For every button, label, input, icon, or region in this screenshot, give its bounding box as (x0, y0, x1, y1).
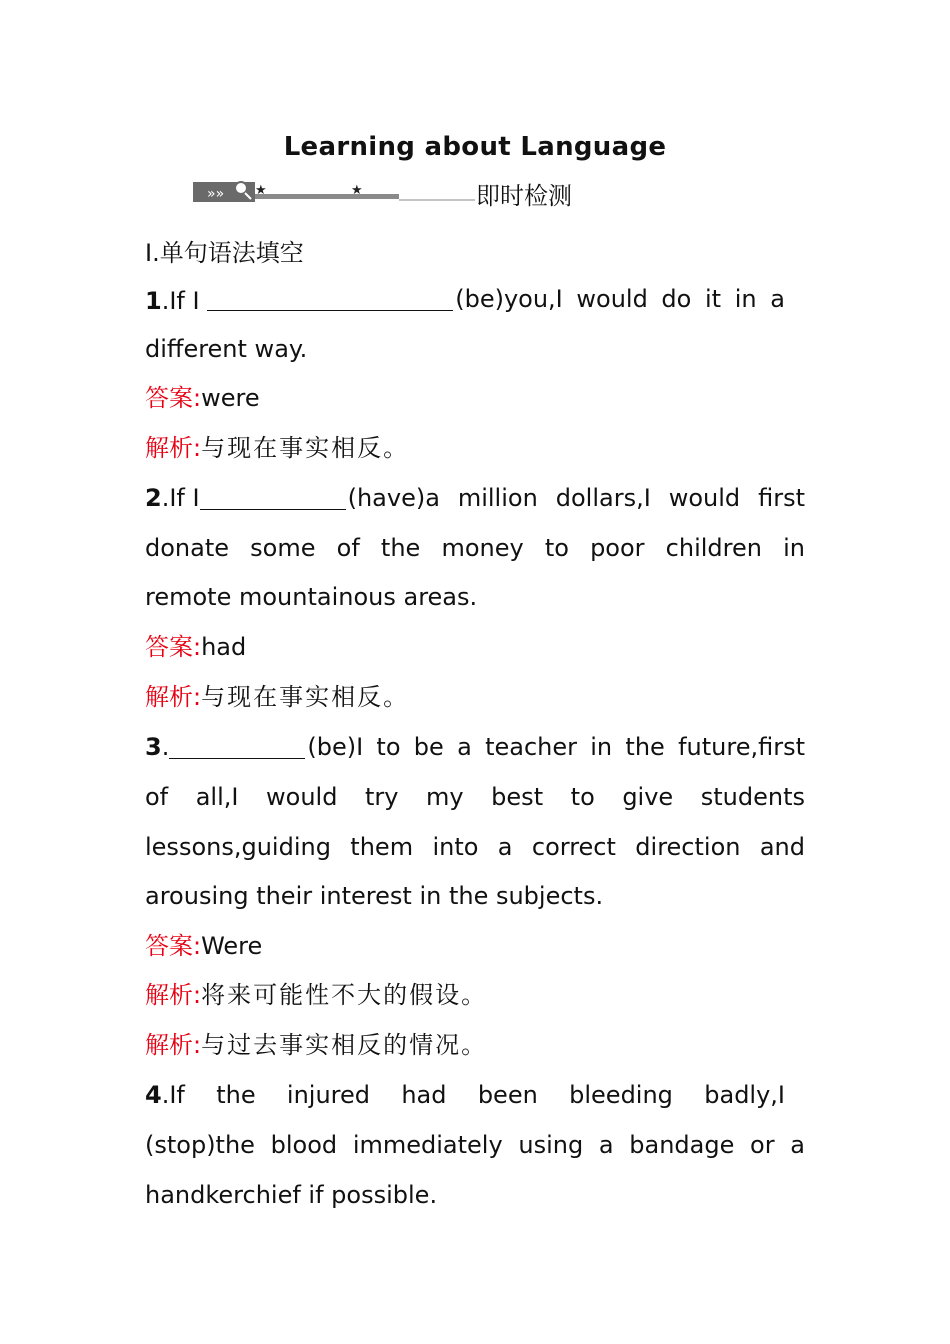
q4-line-1: 4 .If the injured had been bleeding badly,I (145, 1081, 785, 1109)
q1-hint: (be)you,I would do it in a (455, 285, 785, 313)
q3-analysis-2: 解析:与过去事实相反的情况。 (145, 1031, 488, 1059)
q3-blank[interactable] (169, 732, 305, 759)
page-title: Learning about Language (283, 132, 667, 162)
q3-line-3: lessons,guiding them into a correct direction and (145, 833, 805, 861)
banner-label: 即时检测 (476, 182, 572, 210)
q1-blank[interactable] (207, 284, 453, 311)
q4-line-3: handkerchief if possible. (145, 1181, 438, 1209)
q1-answer: 答案:were (145, 384, 260, 412)
q2-line-3: remote mountainous areas. (145, 583, 478, 611)
q2-answer: 答案:had (145, 633, 247, 661)
q1-analysis: 解析:与现在事实相反。 (145, 434, 410, 462)
banner-bar (255, 194, 399, 199)
q4-number: 4 (145, 1081, 162, 1109)
star-icon-1: ★ (255, 183, 267, 198)
q4-line-2: (stop)the blood immediately using a bandage or a (145, 1131, 805, 1159)
q3-answer: 答案:Were (145, 932, 263, 960)
q2-number: 2 (145, 484, 162, 512)
q1-line-1: 1.If I (be)you,I would do it in a (145, 284, 805, 316)
section-heading: Ⅰ.单句语法填空 (145, 239, 304, 267)
chevrons-icon: »» (207, 186, 225, 202)
q3-line-4: arousing their interest in the subjects. (145, 882, 604, 910)
q3-line-1: 3 . (be)I to be a teacher in the future,first (145, 733, 805, 761)
q1-number: 1 (145, 287, 162, 315)
q2-line-1: 2 .If I (have)a million dollars,I would first (145, 484, 805, 512)
magnifier-icon (235, 182, 247, 194)
q2-analysis: 解析:与现在事实相反。 (145, 683, 410, 711)
q2-blank[interactable] (200, 483, 346, 510)
q2-line-2: donate some of the money to poor children in (145, 534, 805, 562)
q1-line-2: different way. (145, 335, 308, 363)
star-icon-2: ★ (351, 183, 363, 198)
q3-number: 3 (145, 733, 162, 761)
q3-analysis: 解析:将来可能性不大的假设。 (145, 981, 488, 1009)
q3-line-2: of all,I would try my best to give students (145, 783, 805, 811)
